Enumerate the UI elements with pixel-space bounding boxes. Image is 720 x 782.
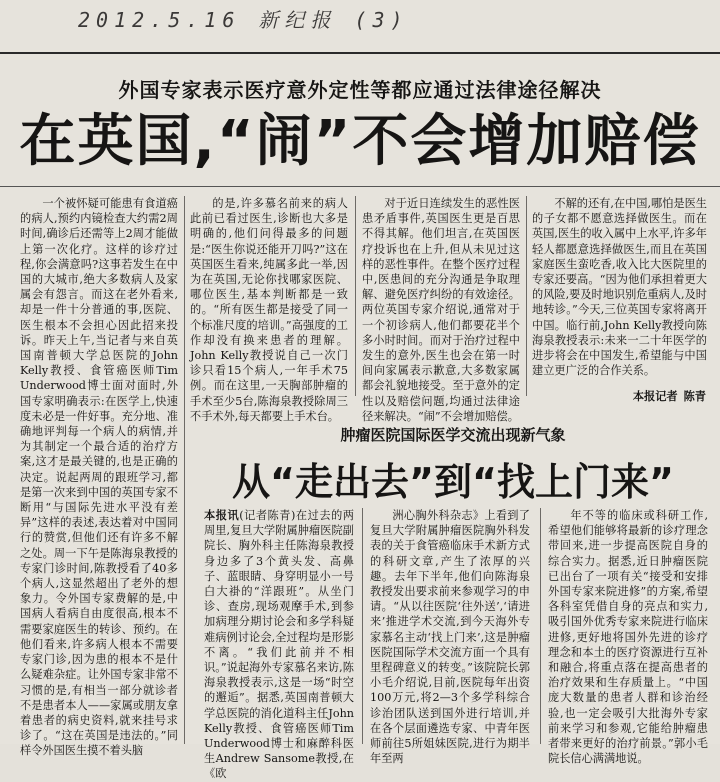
article-kicker: 外国专家表示医疗意外定性等都应通过法律途径解决 xyxy=(118,78,602,102)
article-column-2-text: 的是,许多慕名前来的病人此前已看过医生,诊断也大多是明确的,他们问得最多的问题是:“医生你说还能开刀吗?”这在英国医生看来,纯属多此一举,因为在英国,无论你找哪家医院、哪位医生,基本判断都是一致的。“所有医生都是接受了同一个标准尺度的培训。”高强度的工作却没有换来患者的理解。John Kelly教授说自己一次门诊只看15个病人,一年手术75例。而在这里,一天胸部肿瘤的手术至少5台,陈海泉教授除周三不手术外,每天都要上手术台。 xyxy=(190,197,348,423)
sidebar-title: 肿瘤医院国际医学交流出现新气象 xyxy=(340,426,566,444)
column-divider xyxy=(526,196,527,396)
column-divider xyxy=(540,508,541,744)
article-column-4-text: 不解的还有,在中国,哪怕是医生的子女都不愿意选择做医生。而在英国,医生的收入属中上水平,许多年轻人都愿意选择做医生,而且在英国家庭医生蛮吃香,收入比大医院里的专家还要高。“因为他们承担着更大的风险,要及时地识别危重病人,及时地转诊。”今天,三位英国专家将离开中国。临行前,John Kelly教授向陈海泉教授表示:未来一二十年医学的进步将会在中国发生,希望能与中国建立更广泛的合作关系。 xyxy=(532,197,707,378)
article-column-3-text: 对于近日连续发生的恶性医患矛盾事件,英国医生更是百思不得其解。他们坦言,在英国医疗投诉也在上升,但从未见过这样的恶性事件。在整个医疗过程中,医患间的充分沟通是争取理解、避免医疗纠纷的有效途径。两位英国专家介绍说,通常对于一个初诊病人,他们都要花半个多小时时间。而对于治疗过程中发生的意外,医生也会在第一时间向家属表示歉意,大多数家属都会礼貌地接受。至于意外的定性以及赔偿问题,均通过法律途径来解决。“闹”不会增加赔偿。 xyxy=(362,197,520,423)
article-column-1 xyxy=(20,196,178,758)
sidebar-column-3-text: 年不等的临床或科研工作,希望他们能够将最新的诊疗理念带回来,进一步提高医院自身的综合实力。据悉,近日肿瘤医院已出台了一项有关“接受和安排外国专家来院进修”的方案,希望各科室凭借自身的亮点和实力,吸引国外优秀专家来院进行临床进修,更好地将国外先进的诊疗理念和本土的医疗资源进行互补和融合,将重点落在提高患者的治疗效果和生存质量上。“中国庞大数量的患者人群和诊治经验,也一定会吸引大批海外专家前来学习和参观,它能给肿瘤患者带来更好的治疗前景。”郭小毛院长信心满满地说。 xyxy=(548,509,708,766)
article-byline xyxy=(633,388,706,404)
sidebar-column-3 xyxy=(548,508,708,766)
article-column-4 xyxy=(532,196,707,386)
sidebar-column-1 xyxy=(204,508,354,781)
sidebar-lead-label: 本报讯 xyxy=(204,508,240,522)
headline-divider xyxy=(0,186,720,187)
article-column-2 xyxy=(190,196,348,423)
column-divider xyxy=(362,508,363,744)
sidebar-headline: 从“走出去”到“找上门来” xyxy=(232,460,674,504)
sidebar-column-2 xyxy=(370,508,530,766)
top-divider xyxy=(0,52,720,54)
article-column-3 xyxy=(362,196,520,423)
article-headline: 在英国,“闹”不会增加赔偿 xyxy=(19,109,701,174)
sidebar-column-1-text: (记者陈青)在过去的两周里,复旦大学附属肿瘤医院副院长、胸外科主任陈海泉教授身边多了3个黄头发、高鼻子、蓝眼睛、身穿明显小一号白大褂的“洋跟班”。从坐门诊、查房,现场观摩手术,到参加病理分期讨论会和多学科疑难病例讨论会,全过程均是形影不离。“我们此前并不相识。”说起海外专家慕名来访,陈海泉教授表示,这是一场“时空的邂逅”。据悉,英国南普顿大学总医院的消化道科主任John Kelly教授、食管癌医师Tim Underwood博士和麻醉科医生Andrew Sansome教授,在《欧 xyxy=(204,509,354,781)
sidebar-article xyxy=(186,416,720,781)
handwritten-date-note: 2012.5.16 新纪报 (3) xyxy=(78,8,409,32)
byline-label: 本报记者 xyxy=(632,389,678,403)
byline-name: 陈青 xyxy=(683,389,706,403)
article-column-1-text: 一个被怀疑可能患有食道癌的病人,预约内镜检查大约需2周时间,确诊后还需等上2周才能做上第一次化疗。这样的诊疗过程,你会满意吗?这事若发生在中国的大城市,绝大多数病人及家属会有怨言。而这在老外看来,却是一件十分普通的事,医院、医生根本不会担心因此招来投诉。昨天上午,当记者与来自英国南普顿大学总医院的John Kelly教授、食管癌医师Tim Underwood博士面对面时,外国专家明确表示:在医学上,快速度未必是一件好事。充分地、准确地评判每一个病人的病情,并为其制定一个最合适的治疗方案,这才是最关键的,也是正确的决定。说起两周的跟班学习,都是第一次来到中国的英国专家不断用“与国际先进水平没有差异”这样的表述,表达着对中国同行的赞赏,但他们还有许多不解之处。周一下午是陈海泉教授的专家门诊时间,陈教授看了40多个病人,这显然超出了老外的想象力。令外国专家费解的是,中国病人看病自由度很高,根本不需要家庭医生的转诊、预约。在他们看来,许多病人根本不需要专家门诊,因为患的根本不是什么疑难杂症。让外国专家非常不习惯的是,有相当一部分就诊者不是患者本人——家属或朋友拿着患者的病史资料,就来挂号求诊了。“这在英国是违法的。”同样令外国医生摸不着头脑 xyxy=(20,197,178,758)
column-divider xyxy=(184,196,185,744)
sidebar-column-2-text: 洲心胸外科杂志》上看到了复旦大学附属肿瘤医院胸外科发表的关于食管癌临床手术新方式的科研文章,产生了浓厚的兴趣。去年下半年,他们向陈海泉教授发出要求前来参观学习的申请。“从以往医院‘往外送’,‘请进来’推进学术交流,到今天海外专家慕名主动‘找上门来’,这是肿瘤医院国际学术交流方面一个具有里程碑意义的转变。”该院院长郭小毛介绍说,目前,医院每年出资100万元,将2—3个多学科综合诊治团队送到国外进行培训,并在各个层面遴选专家、中青年医师前往5所姐妹医院,进行为期半年至两 xyxy=(370,509,530,766)
column-divider xyxy=(355,196,356,396)
